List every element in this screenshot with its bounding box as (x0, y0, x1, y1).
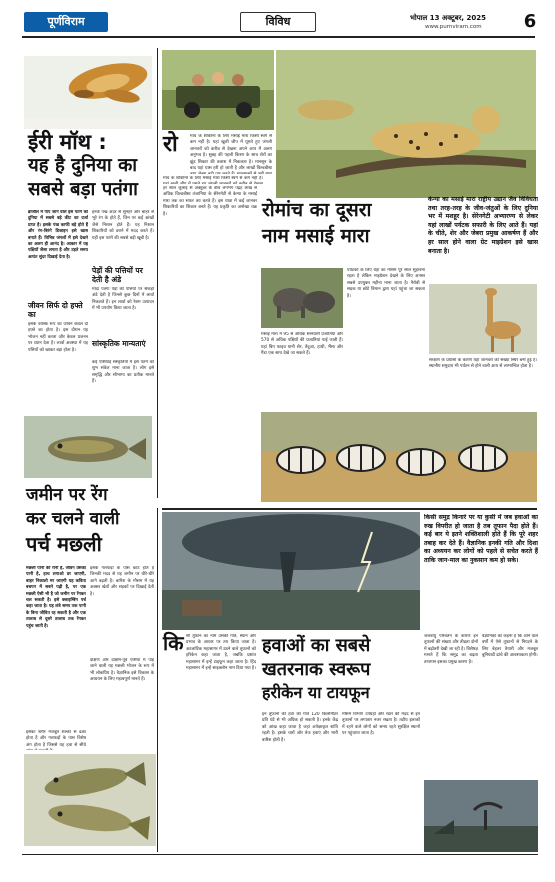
moth-subhead-1: जीवन सिर्फ दो हफ्ते का (28, 301, 83, 319)
left-column-divider (157, 48, 158, 498)
masthead (0, 0, 555, 40)
mid-horizontal-rule (162, 508, 537, 510)
fish-headline-2: कर चलने वाली (26, 509, 120, 529)
moth-col2-text: इनके पंख अंदर से सुनहरे और बाहर से भूरे रंग के होते हैं, जिन पर कई आंखों जैसे निशान होते हैं। यह निशान शिकारियों को डराने में मदद करते हैं। यही इस पतंगे की सबसे बड़ी खूबी है। (92, 210, 154, 241)
moth-col2c-text: कई एशियाई संस्कृतियों में इस पतंगे को शुभ संकेत माना जाता है। लोग इसे समृद्धि और सौभाग्य का प्रतीक मानते हैं। (92, 360, 154, 385)
section-label: विविध (265, 15, 291, 28)
safari-col-a-text: मांच के शौकीनों के लिए मसाई मारा किसी स्वर्ग से कम नहीं है। यहां खुली जीप में घूमते हुए जंगली जानवरों को करीब से देखना अपने आप में अलग अनुभव है। सुबह की पहली किरण के साथ शेरों का झुंड शिकार की तलाश में निकलता है। मानसून के बाद यहां घास हरी हो जाती है और लाखों विल्डबीस्ट (190, 134, 272, 172)
fish-col1-text: मछली पानी की रानी है, जीवन उसका पानी है, हाथ लगाओ डर जाएगी, बाहर निकालो मर जाएगी यह कविता बचपन में सबने पढ़ी है, पर एक मछली ऐसी भी है जो जमीन पर रेंगकर चल सकती है। इसे क्लाइम्बिंग पर्च कहा जाता है। यह लंबे समय तक पानी के बिना जीवित रह सकती है और एक तालाब से दूसरे तालाब तक रेंगकर पहुंच जाती है। (26, 566, 86, 629)
giraffe-photo (429, 284, 537, 354)
masthead-logo: पूर्णविराम (47, 15, 85, 28)
moth-col1-text: ब्राजील में पाए जाने वाले इस पतंगे को दुनिया में सबसे बड़े कीट का दर्जा प्राप्त है। इसके पंख काफी बड़े होते हैं और रंग-बिरंगे डिजाइन इसे खास बनाते हैं। विभिन्न जंगलों में इसे देखने का अलग ही आनंद है। आकार में यह पक्षियों जैसा लगता है और उड़ते समय अत्यंत सुंदर दिखाई देता है। (28, 210, 88, 260)
moth-photo-2 (24, 118, 152, 129)
moth-headline-3: सबसे बड़ा पतंगा (28, 179, 138, 200)
storm-intro-text: किसी समुद्र किनारे पर या कुर्सी में जब हवाओं का रुख विपरीत हो जाता है तब तूफान पैदा होते हैं। कई बार ये इतने शक्तिशाली होते हैं कि पूरे शहर तबाह कर देते हैं। वैज्ञानिक इनकी गति और दिशा का अध्ययन कर लोगों को पहले से सचेत करते हैं ताकि जान-माल का नुकसान कम हो सके। (424, 514, 538, 564)
fish-headline-1: जमीन पर रेंग (26, 485, 108, 505)
masthead-rule (22, 36, 535, 38)
storm-col-d-text: जलवायु परिवर्तन के कारण इन तूफानों की संख्या और तीव्रता दोनों में बढ़ोतरी देखी जा रही है। विशेषज्ञ मानते हैं कि समुद्र का बढ़ता तापमान इसका प्रमुख कारण है। (424, 634, 478, 665)
safari-col-a2-text: मांच के शौकीनों के लिए मसाई मारा किसी स्वर्ग से कम नहीं है। (163, 176, 263, 181)
storm-dropcap: कि (163, 631, 184, 655)
moth-subhead-2: पेड़ों की पत्तियों पर देती है अंडे (92, 266, 143, 284)
storm-col-a-text: सी तूफान का नाम उसकी गति, स्थान और प्रभाव के आधार पर तय किया जाता है। अटलांटिक महासागर में उठने वाले तूफानों को हरिकेन कहा जाता है, जबकि प्रशांत महासागर में इन्हें टाइफून कहा जाता है। हिंद महासागर में इन्हें साइक्लोन नाम दिया गया है। (186, 634, 256, 672)
storm-headline-3: हरीकेन या टायफून (262, 683, 370, 702)
zebra-photo (261, 412, 537, 502)
fish-col1b-text: इसका शरीर मजबूत शल्कों से ढका होता है और गलफड़ों के पास विशेष अंग होता है जिससे यह हवा से सीधे (26, 730, 86, 748)
bottom-rule (22, 854, 538, 855)
moth-col1b-text: इसके वयस्क रूप का जीवन केवल दो हफ्ते का होता है। इस दौरान यह भोजन नहीं करता और केवल प्रजनन पर ध्यान देता है। लार्वा अवस्था में यह पत्तियों को खाकर बड़ा होता है। (28, 322, 88, 353)
storm-headline-2: खतरनाक स्वरूप (262, 659, 371, 680)
safari-col-e-text: संरक्षण के प्रयासों के कारण यहां जानवरों की संख्या स्थिर बनी हुई है। स्थानीय समुदाय भी पर्यटन से होने वाली आय से लाभान्वित होता है। (429, 358, 537, 370)
moth-headline-2: यह है दुनिया का (28, 155, 138, 176)
storm-col-c-text: मौसम विभाग उपग्रहों और रडार की मदद से इन तूफानों पर लगातार नजर रखता है। तटीय इलाकों में रहने वाले लोगों को समय रहते सुरक्षित स्थानों पर पहुंचाया जाता है। (342, 712, 420, 737)
storm-photo (162, 512, 420, 630)
left-lower-divider (157, 508, 158, 852)
moth-subhead-3: सांस्कृतिक मान्यताएं (92, 339, 146, 348)
fish-col2b-text: दक्षिण और दक्षिण-पूर्व एशिया में पाई जाने वाली यह मछली भोजन के रूप में भी लोकप्रिय है। वैज्ञानिक इसे विकास के अध्ययन के लिए महत्वपूर्ण मानते हैं। (90, 658, 154, 683)
safari-col-d-text: पर्यटकों के लिए यहां का मौसम पूरे साल सुहावना रहता है लेकिन माइग्रेशन देखने के लिए अगस्त सबसे उपयुक्त महीना माना जाता है। नैरोबी से सड़क या छोटे विमान द्वारा यहां पहुंचा जा सकता है। (347, 268, 425, 299)
storm-headline-1: हवाओं का सबसे (262, 635, 371, 656)
fish-col2-text: इसके गलफड़ों के पास कांटे होते हैं जिनकी मदद से यह जमीन पर धीरे-धीरे आगे बढ़ती है। बारिश के मौसम में यह अक्सर खेतों और सड़कों पर दिखाई देती है। (90, 566, 154, 597)
safari-jeep-photo (162, 50, 274, 130)
dateline: भोपाल 13 अक्टूबर, 2025 (410, 14, 487, 22)
cheetah-photo (276, 50, 536, 198)
fish-photo-bottom (24, 754, 156, 846)
moth-col2b-text: मादा पतंगा पेड़ों की पत्तियों पर सैकड़ों अंडे देती है जिनसे कुछ दिनों में लार्वा निकलते हैं। इन लार्वा को रेशम उत्पादन में भी उपयोग किया जाता है। (92, 287, 154, 312)
safari-col-b-text: हर साल जुलाई से अक्टूबर के बीच लगभग पंद्रह लाख से अधिक विल्डबीस्ट तंजानिया के सेरेनगेटी से केन्या के मसाई मारा तक का सफर तय करते हैं। इस यात्रा में कई जानवर शिकारियों का शिकार बनते हैं। यह प्रकृति का अनोखा चक्र है। (163, 186, 257, 217)
moth-headline-1: ईरी मॉथ : (28, 130, 107, 154)
moth-photo (24, 56, 152, 118)
elephant-photo (261, 268, 343, 328)
fish-photo-top (24, 416, 152, 478)
website[interactable]: www.purnviram.com (425, 24, 482, 30)
safari-headline-1: रोमांच का दूसरा (262, 199, 372, 221)
storm-col-e-text: वैज्ञानिकों का कहना है कि आने वाले वर्षों में ऐसे तूफानों से निपटने के लिए बेहतर तैयारी और मजबूत बुनियादी ढांचे की आवश्यकता होगी। (482, 634, 538, 659)
fish-headline-3: पर्च मछली (26, 532, 102, 556)
page-number: 6 (523, 11, 537, 32)
safari-intro-text: केन्या का मसाई मारा राष्ट्रीय उद्यान जैव विविधता तथा तरह-तरह के जीव-जंतुओं के लिए दुनिया भर में मशहूर है। सेरेनगेटी अभ्यारण्य से लेकर यहां लाखों पर्यटक सफारी के लिए आते हैं। यहां के चीते, शेर और जेबरा प्रमुख आकर्षण हैं और हर साल होने वाला ग्रेट माइग्रेशन इसे खास बनाता है। (428, 196, 538, 255)
storm-photo-small (424, 780, 538, 852)
safari-col-c-text: मसाई मारा में 95 से अधिक स्तनधारी प्रजातियां और 570 से अधिक पक्षियों की प्रजातियां पाई जाती हैं। यहां बिग फाइव यानी शेर, तेंदुआ, हाथी, भैंसा और गैंडा एक साथ देखे जा सकते हैं। (261, 332, 343, 357)
safari-dropcap: रो (163, 132, 178, 157)
storm-col-b-text: इन तूफानों की हवा की गति 120 किलोमीटर प्रति घंटे से भी अधिक हो सकती है। इनके केंद्र को आंख कहा जाता है जहां अपेक्षाकृत शांति रहती है। इसके चारों ओर तेज हवाएं और भारी बारिश होती है। (262, 712, 338, 743)
safari-headline-2: नाम मसाई मारा (262, 225, 370, 247)
